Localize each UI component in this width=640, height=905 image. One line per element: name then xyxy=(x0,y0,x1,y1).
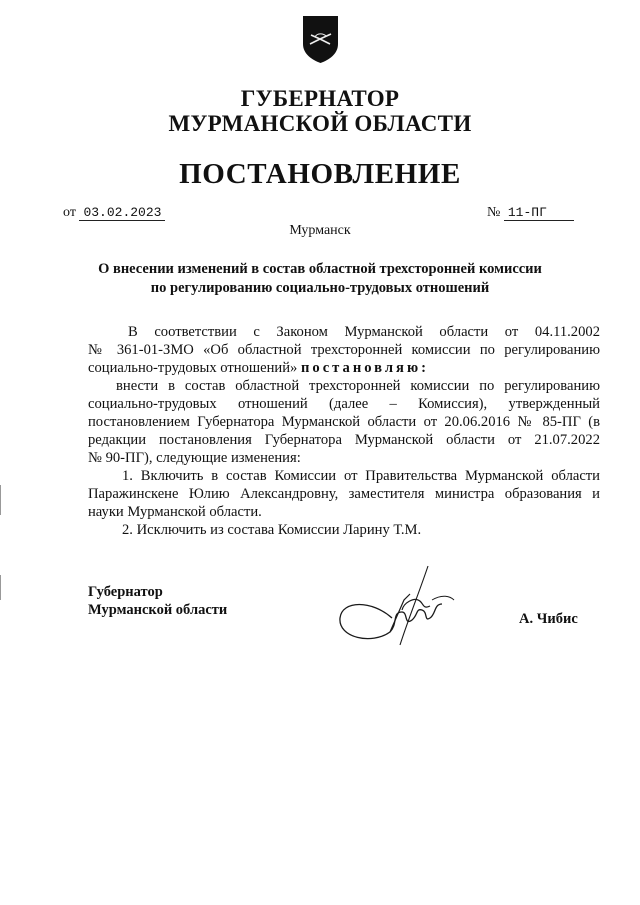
item2: 2. Исключить из состава Комиссии Ларину Т.М. xyxy=(122,522,422,538)
date-value: 03.02.2023 xyxy=(79,205,165,221)
preamble-line2: № 361-01-ЗМО «Об областной трехсторонней комиссии по регулированию xyxy=(88,342,600,358)
main-line5: № 90-ПГ), следующие изменения: xyxy=(88,450,301,466)
signatory-position-line2: Мурманской области xyxy=(88,602,228,618)
document-type-title: ПОСТАНОВЛЕНИЕ xyxy=(179,158,461,190)
authority-title-line2: МУРМАНСКОЙ ОБЛАСТИ xyxy=(168,111,472,136)
signatory-name: А. Чибис xyxy=(519,611,578,627)
main-line3: постановлением Губернатора Мурманской области от 20.06.2016 № 85-ПГ (в xyxy=(88,414,600,430)
item1-line2: Паражинскене Юлию Александровну, заместителя министра образования и xyxy=(88,486,600,502)
preamble-line3 xyxy=(88,359,600,377)
main-line4: редакции постановления Губернатора Мурманской области от 21.07.2022 xyxy=(88,432,600,448)
authority-title-line1: ГУБЕРНАТОР xyxy=(240,86,400,111)
subject-line2: по регулированию социально-трудовых отношений xyxy=(150,280,490,296)
body xyxy=(88,323,600,539)
scan-edge-mark xyxy=(0,575,1,600)
main-line1: внести в состав областной трехсторонней комиссии по регулированию xyxy=(116,378,600,394)
signatory-position-line1: Губернатор xyxy=(88,584,163,600)
item1-line3: науки Мурманской области. xyxy=(88,504,262,520)
preamble-line3-text: социально-трудовых отношений» xyxy=(88,360,298,376)
number-field xyxy=(487,205,574,221)
number-prefix: № xyxy=(487,205,501,220)
item1-line1: 1. Включить в состав Комиссии от Правительства Мурманской области xyxy=(122,468,600,484)
preamble-line1: В соответствии с Законом Мурманской области от 04.11.2002 xyxy=(128,324,600,340)
date-field xyxy=(63,205,165,221)
main-line2: социально-трудовых отношений (далее – Комиссия), утвержденный xyxy=(88,396,600,412)
handwritten-signature xyxy=(332,560,457,650)
number-value: 11-ПГ xyxy=(504,205,574,221)
preamble-keyword: постановляю: xyxy=(301,360,429,376)
city-name: Мурманск xyxy=(289,223,351,238)
scan-edge-mark xyxy=(0,485,1,515)
coat-of-arms-icon xyxy=(301,14,340,64)
date-prefix: от xyxy=(63,205,76,220)
subject-line1: О внесении изменений в состав областной трехсторонней комиссии xyxy=(98,261,542,277)
